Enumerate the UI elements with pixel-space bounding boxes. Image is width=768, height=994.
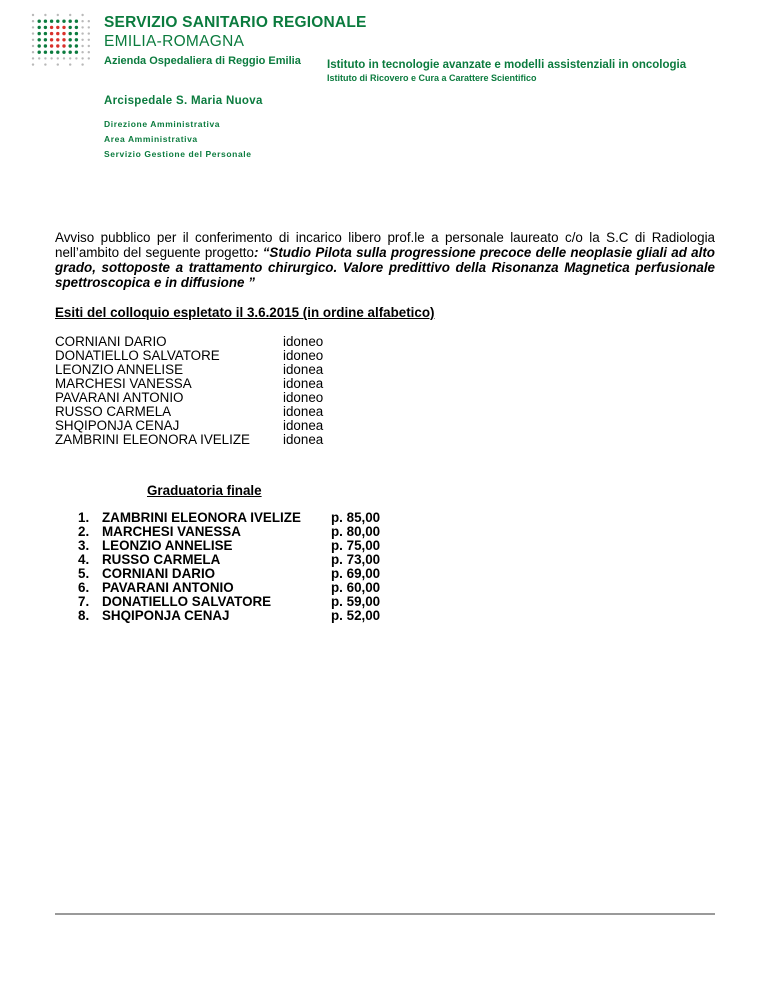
ranking-row — [78, 525, 380, 539]
logo-dot — [81, 39, 83, 41]
logo-dot — [69, 14, 71, 16]
outcome-row — [55, 363, 323, 377]
ranking-row — [78, 581, 380, 595]
ranking-score: p. 80,00 — [331, 524, 381, 539]
notice-paragraph — [55, 230, 715, 290]
logo-dot — [81, 51, 83, 53]
ranking-name: ZAMBRINI ELEONORA IVELIZE — [102, 510, 301, 525]
logo-dot — [62, 51, 65, 54]
logo-dot — [32, 57, 34, 59]
logo-dot — [32, 14, 34, 16]
logo-dot — [62, 20, 65, 23]
logo-dot — [81, 32, 83, 34]
logo-dot — [38, 44, 41, 47]
ranking-position: 1. — [78, 510, 90, 525]
ranking-row — [78, 595, 380, 609]
logo-dot — [88, 20, 90, 22]
logo-dot — [44, 63, 46, 65]
dept-area: Area Amministrativa — [104, 134, 198, 144]
logo-dot — [44, 32, 47, 35]
institute-line-1: Istituto in tecnologie avanzate e modelli assistenziali in oncologia — [327, 59, 687, 71]
ranking-score: p. 69,00 — [331, 566, 381, 581]
logo-dot — [69, 44, 72, 47]
logo-dot — [81, 20, 83, 22]
logo-dot — [56, 51, 59, 54]
logo-dot — [81, 26, 83, 28]
logo-dot — [88, 39, 90, 41]
logo-dot — [69, 32, 72, 35]
logo-dot — [38, 20, 41, 23]
logo-dot — [32, 26, 34, 28]
logo-dot — [50, 51, 53, 54]
logo-dot — [88, 26, 90, 28]
dept-direzione: Direzione Amministrativa — [104, 119, 221, 129]
candidate-result: idoneo — [283, 348, 324, 363]
logo-dot — [44, 57, 46, 59]
logo-dot — [32, 39, 34, 41]
ranking-row — [78, 567, 380, 581]
logo-dot — [56, 32, 59, 35]
candidate-name: LEONZIO ANNELISE — [55, 362, 183, 377]
logo-dot — [81, 14, 83, 16]
candidate-result: idoneo — [283, 390, 324, 405]
ranking-position: 2. — [78, 524, 90, 539]
candidate-name: SHQIPONJA CENAJ — [55, 418, 180, 433]
logo-dot — [69, 38, 72, 41]
candidate-result: idoneo — [283, 334, 324, 349]
outcomes-title: Esiti del colloquio espletato il 3.6.2015 (in ordine alfabetico) — [55, 305, 435, 320]
logo-dot — [62, 26, 65, 29]
logo-dot — [75, 51, 78, 54]
logo-dot — [44, 38, 47, 41]
candidate-result: idonea — [283, 376, 324, 391]
logo-dot — [56, 20, 59, 23]
logo-dot — [38, 26, 41, 29]
candidate-name: RUSSO CARMELA — [55, 404, 172, 419]
ranking-score: p. 60,00 — [331, 580, 381, 595]
ranking-title: Graduatoria finale — [147, 483, 262, 498]
ranking-list — [78, 511, 380, 623]
logo-dot — [88, 51, 90, 53]
outcome-row — [55, 377, 323, 391]
institute-line-2: Istituto di Ricovero e Cura a Carattere Scientifico — [327, 73, 537, 83]
ranking-score: p. 75,00 — [331, 538, 381, 553]
logo-dot — [44, 20, 47, 23]
regional-health-logo-icon — [30, 12, 94, 68]
ranking-name: RUSSO CARMELA — [102, 552, 221, 567]
outcome-row — [55, 405, 323, 419]
logo-dot — [88, 57, 90, 59]
logo-dot — [50, 26, 53, 29]
ranking-name: SHQIPONJA CENAJ — [102, 608, 230, 623]
logo-dot — [44, 14, 46, 16]
logo-dot — [56, 38, 59, 41]
logo-dot — [32, 32, 34, 34]
org-region: EMILIA-ROMAGNA — [104, 33, 245, 50]
logo-dot — [81, 57, 83, 59]
ranking-row — [78, 553, 380, 567]
logo-dot — [38, 51, 41, 54]
logo-dot — [75, 57, 77, 59]
logo-dot — [75, 44, 78, 47]
ranking-row — [78, 539, 380, 553]
logo-dot — [44, 26, 47, 29]
candidate-name: CORNIANI DARIO — [55, 334, 167, 349]
logo-dot — [57, 14, 59, 16]
ranking-row — [78, 511, 380, 525]
candidate-name: PAVARANI ANTONIO — [55, 390, 184, 405]
ranking-score: p. 85,00 — [331, 510, 381, 525]
logo-dot — [75, 26, 78, 29]
candidate-result: idonea — [283, 432, 324, 447]
logo-dot — [69, 20, 72, 23]
outcome-row — [55, 433, 323, 447]
logo-dot — [75, 20, 78, 23]
logo-dot — [75, 32, 78, 35]
candidate-name: MARCHESI VANESSA — [55, 376, 192, 391]
ranking-name: MARCHESI VANESSA — [102, 524, 241, 539]
ranking-position: 5. — [78, 566, 90, 581]
ranking-name: LEONZIO ANNELISE — [102, 538, 233, 553]
ranking-position: 7. — [78, 594, 90, 609]
logo-dot — [75, 38, 78, 41]
logo-dot — [50, 57, 52, 59]
dept-servizio: Servizio Gestione del Personale — [104, 149, 252, 159]
outcomes-list — [55, 335, 323, 447]
outcome-row — [55, 349, 323, 363]
ranking-score: p. 73,00 — [331, 552, 381, 567]
logo-dot — [62, 38, 65, 41]
org-title: SERVIZIO SANITARIO REGIONALE — [104, 14, 367, 31]
outcome-row — [55, 391, 323, 405]
logo-dot — [50, 44, 53, 47]
ranking-position: 6. — [78, 580, 90, 595]
logo-dot — [88, 45, 90, 47]
ranking-score: p. 59,00 — [331, 594, 381, 609]
logo-dot — [62, 32, 65, 35]
notice-project: : “Studio Pilota sulla progressione precoce delle neoplasie gliali ad alto grado, sottoposte a trattamento chirurgico. Valore predittivo della Risonanza Magnetica perfusionale spettroscopica e in diffusione ” — [55, 245, 715, 290]
logo-dot — [62, 44, 65, 47]
candidate-result: idonea — [283, 418, 324, 433]
logo-dot — [57, 57, 59, 59]
logo-dot — [56, 26, 59, 29]
candidate-name: ZAMBRINI ELEONORA IVELIZE — [55, 432, 250, 447]
logo-dot — [44, 44, 47, 47]
logo-dot — [81, 45, 83, 47]
ranking-row — [78, 609, 380, 623]
ranking-position: 8. — [78, 608, 90, 623]
ranking-name: DONATIELLO SALVATORE — [102, 594, 272, 609]
logo-dot — [38, 38, 41, 41]
logo-dot — [32, 45, 34, 47]
org-hospital: Azienda Ospedaliera di Reggio Emilia — [104, 55, 301, 67]
logo-dot — [44, 51, 47, 54]
candidate-name: DONATIELLO SALVATORE — [55, 348, 220, 363]
candidate-result: idonea — [283, 362, 324, 377]
logo-dot — [50, 38, 53, 41]
logo-dot — [63, 57, 65, 59]
notice-intro: Avviso pubblico per il conferimento di incarico libero prof.le a personale laureato c/o la S.C di Radiologia nell’ambito del seguente progetto — [55, 230, 715, 260]
logo-dot — [69, 26, 72, 29]
logo-dot — [32, 20, 34, 22]
logo-dot — [56, 44, 59, 47]
logo-dot — [50, 20, 53, 23]
hospital-name: Arcispedale S. Maria Nuova — [104, 95, 263, 107]
logo-dot — [38, 57, 40, 59]
logo-dot — [69, 63, 71, 65]
footer-divider — [55, 913, 715, 915]
candidate-result: idonea — [283, 404, 324, 419]
outcome-row — [55, 419, 323, 433]
logo-dot — [50, 32, 53, 35]
outcome-row — [55, 335, 323, 349]
logo-dot — [38, 32, 41, 35]
logo-dot — [88, 32, 90, 34]
logo-dot — [57, 63, 59, 65]
ranking-name: CORNIANI DARIO — [102, 566, 216, 581]
logo-dot — [69, 57, 71, 59]
ranking-name: PAVARANI ANTONIO — [102, 580, 234, 595]
logo-dot — [69, 51, 72, 54]
logo-dot — [32, 63, 34, 65]
ranking-score: p. 52,00 — [331, 608, 381, 623]
logo-dot — [81, 63, 83, 65]
ranking-position: 4. — [78, 552, 90, 567]
ranking-position: 3. — [78, 538, 90, 553]
logo-dot — [32, 51, 34, 53]
